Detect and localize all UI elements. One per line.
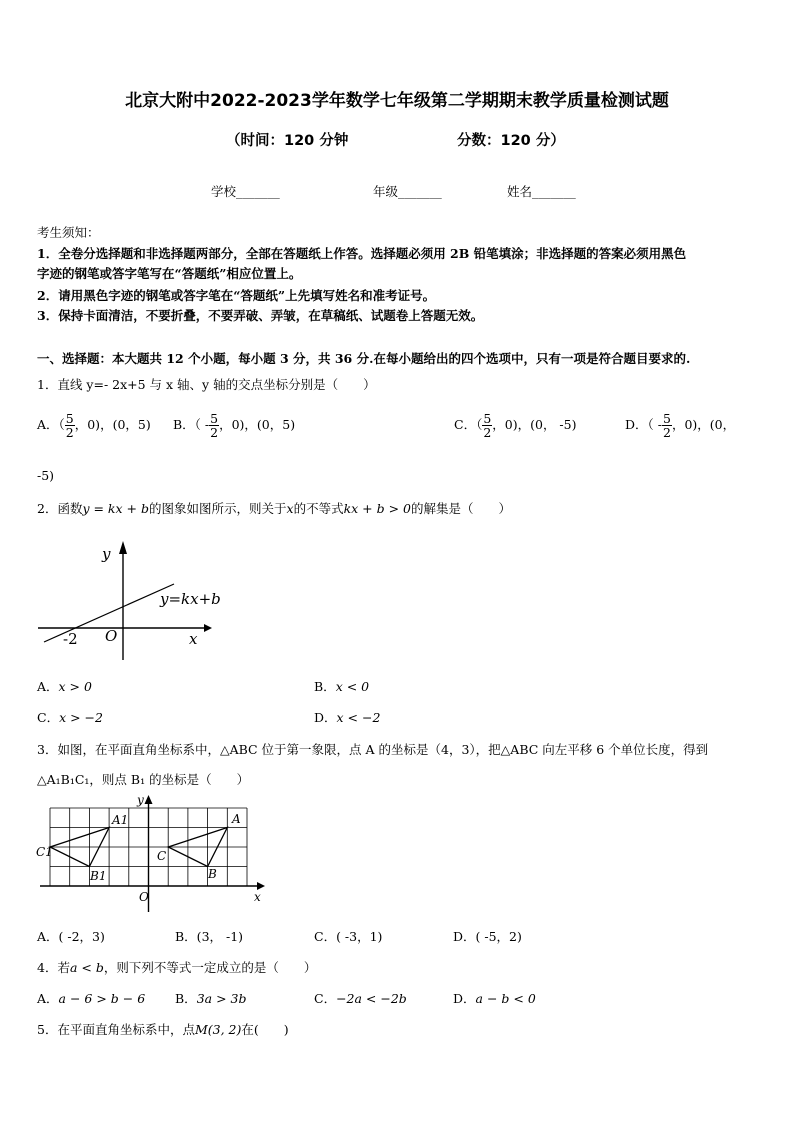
- q2-option-d: D．x < −2: [314, 710, 381, 725]
- origin-label: O: [105, 627, 118, 645]
- q2-graph: [34, 538, 221, 664]
- fraction: $\frac{5}{2}$: [483, 411, 492, 440]
- y-label: y: [102, 545, 111, 563]
- q4-option-d: D．a − b < 0: [453, 991, 536, 1006]
- q3-option-a: A．( -2，3): [37, 929, 105, 944]
- point-b1-label: B1: [90, 869, 107, 883]
- q3-stem-line-1: 3．如图，在平面直角坐标系中，△ABC 位于第一象限，点 A 的坐标是（4，3），把△ABC 向左平移 6 个单位长度，得到: [37, 742, 709, 757]
- q1-option-c: C．（ $\frac{5}{2}$ ，0)，(0， -5): [454, 411, 577, 440]
- q2-option-c: C．x > −2: [37, 710, 103, 725]
- exam-time: （时间：120 分钟: [226, 133, 349, 149]
- notice-line-1a: 1．全卷分选择题和非选择题两部分，全部在答题纸上作答。选择题必须用 2B 铅笔填涂；非选择题的答案必须用黑色: [37, 246, 687, 261]
- q2-option-a: A．x > 0: [37, 679, 92, 694]
- point-c-label: C: [157, 849, 167, 863]
- q1-option-a: A．（ $\frac{5}{2}$ ，0)，(0，5): [37, 411, 151, 440]
- q4-stem: 4．若a < b，则下列不等式一定成立的是（ ）: [37, 960, 317, 975]
- q2-stem: 2．函数y = kx + b的图象如图所示，则关于x的不等式kx + b > 0的解集是（ ）: [37, 501, 512, 516]
- notice-line-2: 2．请用黑色字迹的钢笔或答字笔在“答题纸”上先填写姓名和准考证号。: [37, 288, 436, 303]
- q2-option-b: B．x < 0: [314, 679, 370, 694]
- grade-field: 年级_______: [373, 184, 442, 199]
- q4-option-c: C．−2a < −2b: [314, 991, 407, 1006]
- q3-grid-figure: [34, 794, 266, 916]
- y-axis-arrow-icon: [145, 795, 153, 804]
- section-heading: 一、选择题：本大题共 12 个小题，每小题 3 分，共 36 分.在每小题给出的四个选项中，只有一项是符合题目要求的.: [37, 351, 691, 366]
- school-field: 学校_______: [211, 184, 280, 199]
- notice-line-1b: 字迹的钢笔或答字笔写在“答题纸”相应位置上。: [37, 266, 302, 281]
- q3-option-b: B．(3， -1): [175, 929, 244, 944]
- q3-option-d: D．( -5，2): [453, 929, 522, 944]
- x-intercept-label: -2: [63, 630, 78, 648]
- point-b-label: B: [208, 867, 217, 881]
- point-a1-label: A1: [112, 813, 129, 827]
- q1-stem: 1．直线 y=- 2x+5 与 x 轴、y 轴的交点坐标分别是（ ）: [37, 377, 376, 392]
- point-c1-label: C1: [36, 845, 53, 859]
- origin-label: O: [139, 890, 149, 904]
- exam-score: 分数：120 分）: [457, 133, 565, 149]
- fraction: $\frac{5}{2}$: [65, 411, 74, 440]
- y-label: y: [137, 793, 144, 807]
- page-title: 北京大附中2022-2023学年数学七年级第二学期期末教学质量检测试题: [125, 91, 669, 111]
- notice-heading: 考生须知：: [37, 225, 100, 240]
- x-axis-arrow-icon: [257, 882, 265, 890]
- y-axis-arrow-icon: [119, 541, 127, 554]
- point-a-label: A: [232, 812, 241, 826]
- line-label: y=kx+b: [160, 590, 221, 608]
- fraction: $\frac{5}{2}$: [210, 411, 219, 440]
- x-label: x: [254, 890, 261, 904]
- x-axis-arrow-icon: [204, 624, 212, 632]
- q1-option-d: D．（ - $\frac{5}{2}$ ，0)，(0，: [625, 411, 736, 440]
- q4-option-b: B．3a > 3b: [175, 991, 247, 1006]
- q1-option-b: B．（ - $\frac{5}{2}$ ，0)，(0，5): [173, 411, 296, 440]
- notice-line-3: 3．保持卡面清洁，不要折叠，不要弄破、弄皱，在草稿纸、试题卷上答题无效。: [37, 308, 484, 323]
- q5-stem: 5．在平面直角坐标系中，点M(3, 2)在( ): [37, 1022, 289, 1037]
- q3-option-c: C．( -3，1): [314, 929, 383, 944]
- q3-stem-line-2: △A₁B₁C₁，则点 B₁ 的坐标是（ ）: [37, 772, 250, 787]
- q1-option-d-cont: -5): [37, 468, 55, 483]
- q4-option-a: A．a − 6 > b − 6: [37, 991, 146, 1006]
- name-field: 姓名_______: [507, 184, 576, 199]
- fraction: $\frac{5}{2}$: [662, 411, 671, 440]
- x-label: x: [189, 630, 198, 648]
